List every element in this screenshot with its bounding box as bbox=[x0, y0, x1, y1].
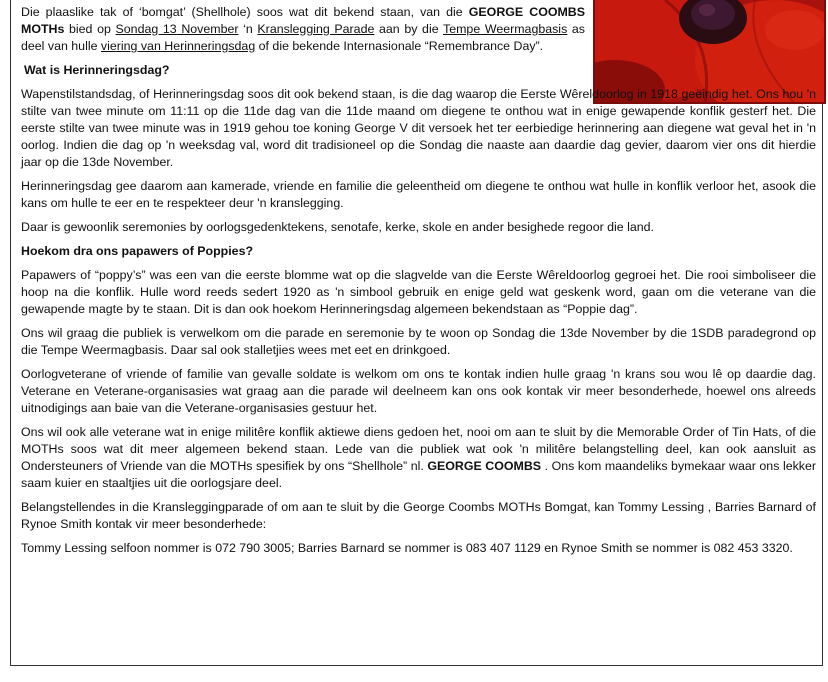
intro-text: Die plaaslike tak of ‘bomgat’ (Shellhole) soos wat dit bekend staan, van die bbox=[21, 5, 469, 19]
intro-text: aan by die bbox=[374, 22, 444, 36]
event-name: Kranslegging Parade bbox=[257, 22, 375, 36]
org-name: GEORGE COOMBS bbox=[427, 459, 542, 473]
paragraph-7 bbox=[21, 424, 816, 492]
intro-text: of die bekende Internasionale “Remembrance Day”. bbox=[255, 39, 544, 53]
paragraph-7-text: Ons wil ook alle veterane wat in enige militêre konflik aktiewe diens gedoen het, nooi om aan te sluit by die Memorable Order of Tin Hats, of die MOTHs soos wat dit meer algemeen bekend staan. Lede van die publiek wat ook 'n militêre belangstelling deel, kan ook aansluit as Ondersteuners of Vriende van die MOTHs spesifiek by ons “Shellhole” nl. bbox=[21, 425, 816, 473]
paragraph-1: Wapenstilstandsdag, of Herinneringsdag soos dit ook bekend staan, is die dag waarop die Eerste Wêreldoorlog in 1918 geëindig het. Ons hou 'n stilte van twee minute om 11:11 op die 11de dag van die 11de maand om diegene te onthou wat in enige gewapende konflik gesterf het. Die eerste stilte van twee minute was in 1919 gehou toe koning George V dit versoek het ter eerbiedige herinnering aan diegene wat geval het in 'n oorlog. Indien die dag op 'n weeksdag val, word dit tradisioneel op die Sondag die naaste aan daardie dag gevier, daarom vier ons dit hierdie jaar op die 13de November. bbox=[21, 87, 816, 169]
intro-text: as deel van hulle bbox=[21, 22, 585, 53]
heading-what-is: Wat is Herinneringsdag? bbox=[24, 63, 170, 77]
event-occasion: viering van Herinneringsdag bbox=[100, 39, 256, 53]
article bbox=[21, 4, 816, 564]
paragraph-2: Herinneringsdag gee daarom aan kamerade, vriende en familie die geleentheid om diegene te onthou wat hulle in konflik verloor het, asook die kans om hulle te eer en te respekteer deur 'n kranslegging. bbox=[21, 179, 816, 210]
contact-numbers: Tommy Lessing selfoon nommer is 072 790 3005; Barries Barnard se nommer is 083 407 1129 en Rynoe Smith se nommer is 082 453 3320. bbox=[21, 541, 793, 555]
intro-text: bied op bbox=[64, 22, 116, 36]
intro-paragraph bbox=[21, 4, 585, 55]
intro-text: ‘n bbox=[238, 22, 258, 36]
paragraph-7-text: . Ons kom maandeliks bymekaar waar ons lekker saam kuier en staaltjies uit die oorlogsjare deel. bbox=[21, 459, 816, 490]
paragraph-4: Papawers of “poppy’s” was een van die eerste blomme wat op die slagvelde van die Eerste Wêreldoorlog gegroei het. Die rooi simboliseer die hoop na die konflik. Hulle word reeds sedert 1920 as 'n simbool gebruik en enige geld wat geskenk word, gaan om die veterane van die gewapende magte by te staan. Dit is dan ook hoekom Herinneringsdag algemeen bekendstaan as “Poppie dag”. bbox=[21, 268, 816, 316]
heading-poppies: Hoekom dra ons papawers of Poppies? bbox=[21, 244, 254, 258]
paragraph-6: Oorlogveterane of vriende of familie van gevalle soldate is welkom om ons te kontak indien hulle graag 'n krans sou wou lê op daardie dag. Veterane en Veterane-organisasies wat graag aan die parade wil deelneem kan ons ook kontak vir meer besonderhede, hoewel ons alreeds uitnodigings aan baie van die Veterane-organisasies gestuur het. bbox=[21, 367, 816, 415]
paragraph-5: Ons wil graag die publiek is verwelkom om die parade en seremonie by te woon op Sondag die 13de November by die 1SDB paradegrond op die Tempe Weermagbasis. Daar sal ook stalletjies wees met eet en drinkgoed. bbox=[21, 326, 816, 357]
paragraph-8: Belangstellendes in die Kransleggingparade of om aan te sluit by die George Coombs MOTHs Bomgat, kan Tommy Lessing , Barries Barnard of Rynoe Smith kontak vir meer besonderhede: bbox=[21, 500, 816, 531]
event-date: Sondag 13 November bbox=[115, 22, 239, 36]
event-venue: Tempe Weermagbasis bbox=[443, 22, 568, 36]
org-name: GEORGE COOMBS MOTHs bbox=[21, 5, 586, 36]
paragraph-3: Daar is gewoonlik seremonies by oorlogsgedenktekens, senotafe, kerke, skole en ander besighede regoor die land. bbox=[21, 220, 654, 234]
